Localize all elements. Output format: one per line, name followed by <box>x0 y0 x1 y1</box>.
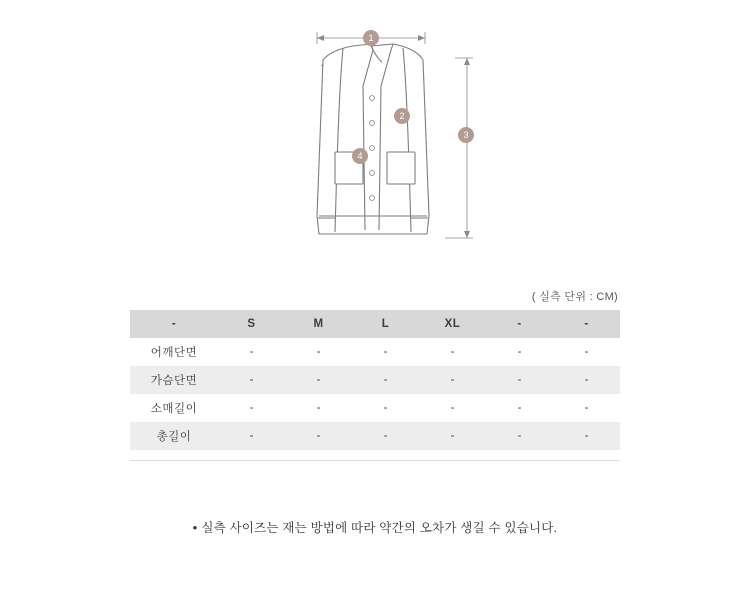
measurement-disclaimer <box>0 518 750 536</box>
cell-1-3: - <box>419 366 486 394</box>
cell-3-5: - <box>553 422 620 450</box>
cell-2-1: - <box>316 402 321 414</box>
cell-1-5: - <box>553 366 620 394</box>
size-illustration <box>0 0 750 280</box>
header-cell-0: - <box>130 310 218 338</box>
cell-0-4: - <box>517 346 522 358</box>
marker-4-sleeve-length: 4 <box>352 148 368 164</box>
cell-1-2: - <box>352 366 419 394</box>
header-cell-5: - <box>486 310 553 338</box>
cell-0-2: - <box>383 346 388 358</box>
cardigan-line-drawing <box>295 20 515 260</box>
marker-1-shoulder: 1 <box>363 30 379 46</box>
marker-3-total-length: 3 <box>458 127 474 143</box>
size-table-section <box>130 288 620 450</box>
table-row <box>130 366 620 394</box>
cell-3-1: - <box>285 422 352 450</box>
bullet-icon: • <box>192 521 198 535</box>
header-cell-3: L <box>352 310 419 338</box>
section-divider <box>130 460 620 461</box>
cell-1-1: - <box>285 366 352 394</box>
cell-1-4: - <box>486 366 553 394</box>
header-cell-1: S <box>218 310 285 338</box>
cell-0-0: - <box>249 346 254 358</box>
table-row <box>130 394 620 422</box>
row-label-total-length: 총길이 <box>130 422 218 450</box>
cell-3-4: - <box>486 422 553 450</box>
cell-2-5: - <box>584 402 589 414</box>
row-label-sleeve: 소매길이 <box>150 403 198 415</box>
cell-2-0: - <box>249 402 254 414</box>
cell-0-1: - <box>316 346 321 358</box>
header-cell-4: XL <box>419 310 486 338</box>
cell-0-3: - <box>450 346 455 358</box>
cell-0-5: - <box>584 346 589 358</box>
cell-2-2: - <box>383 402 388 414</box>
size-table <box>130 310 620 450</box>
table-row <box>130 422 620 450</box>
cell-2-4: - <box>517 402 522 414</box>
cell-3-2: - <box>352 422 419 450</box>
table-header-row <box>130 310 620 338</box>
cell-3-0: - <box>218 422 285 450</box>
marker-2-chest: 2 <box>394 108 410 124</box>
cell-1-0: - <box>218 366 285 394</box>
disclaimer-text: 실측 사이즈는 재는 방법에 따라 약간의 오차가 생길 수 있습니다. <box>201 521 558 535</box>
row-label-shoulder: 어깨단면 <box>150 347 198 359</box>
unit-note: ( 실측 단위 : CM) <box>531 291 618 303</box>
table-row <box>130 338 620 366</box>
row-label-chest: 가슴단면 <box>130 366 218 394</box>
header-cell-2: M <box>285 310 352 338</box>
cell-3-3: - <box>419 422 486 450</box>
header-cell-6: - <box>553 310 620 338</box>
cell-2-3: - <box>450 402 455 414</box>
